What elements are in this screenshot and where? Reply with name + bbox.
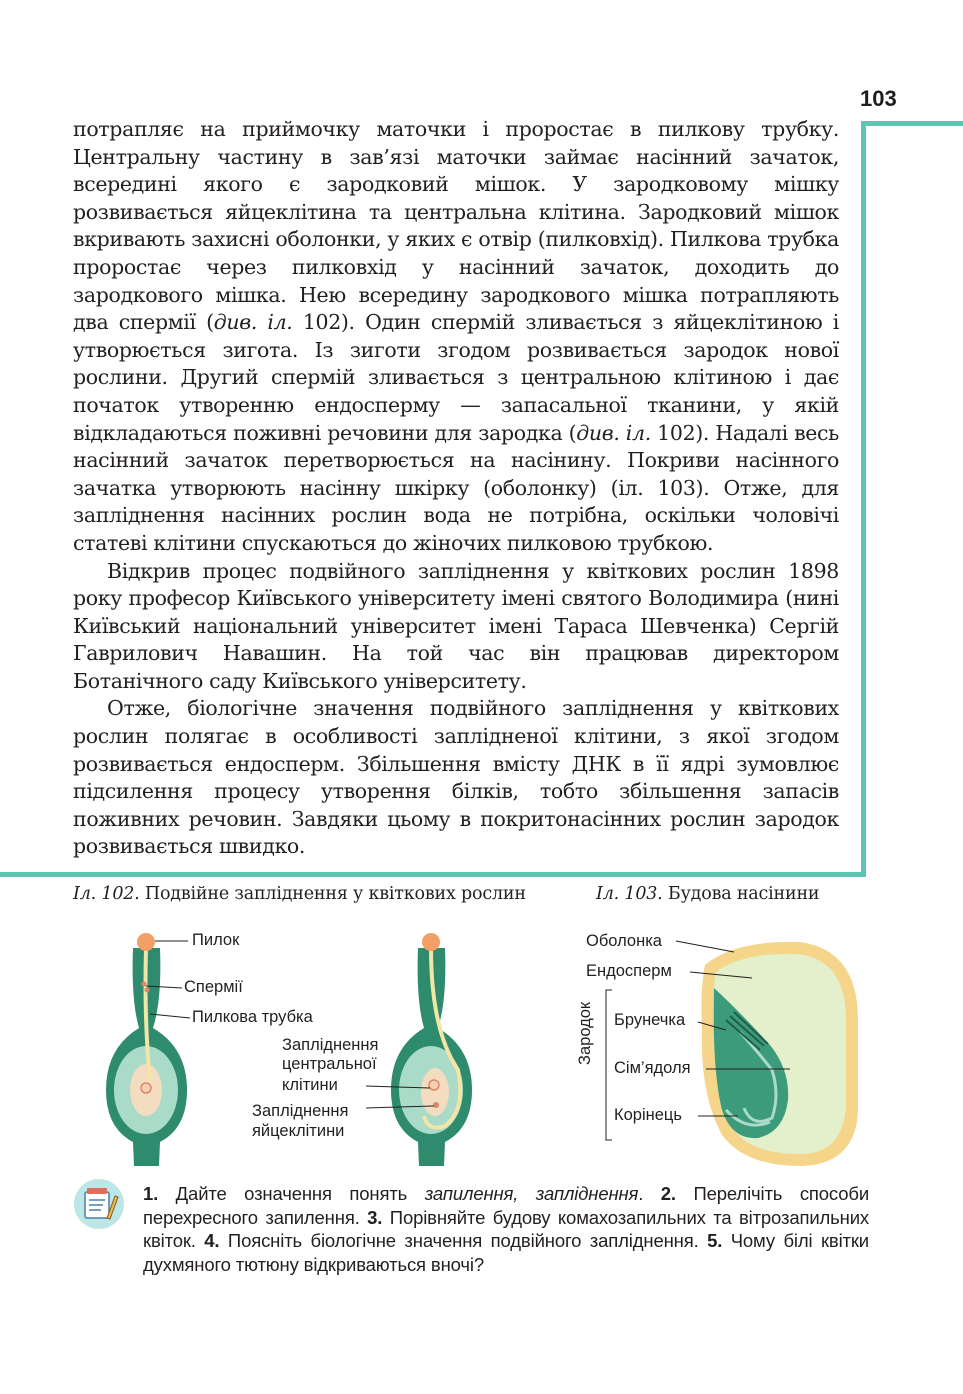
label-sperm: Спермії	[184, 978, 243, 996]
figures-area	[0, 920, 963, 1180]
label-pollen-tube: Пилкова трубка	[192, 1008, 313, 1026]
label-cotyledon: Сім’ядоля	[614, 1059, 691, 1077]
page-number: 103	[860, 86, 897, 111]
label-egg-fertilization-2: яйцеклітини	[252, 1122, 345, 1140]
paragraph-3: Отже, біологічне значення подвійного запліднення у квіткових рослин полягає в особливості заплідненої клітини, з якої згодом розвивається ендосперм. Збільшення вмісту ДНК в її ядрі зумовлює підсилення процесу утворення білків, тобто збільшення запасів поживних речовин. Завдяки цьому в покритонасінних рослин зародок розвивається швидко.	[73, 696, 839, 859]
frame-border-bottom	[0, 872, 866, 877]
paragraph-2: Відкрив процес подвійного запліднення у квіткових рослин 1898 року професор Київського університету імені святого Володимира (нині Київський національний університет імені Тараса Шевченка) Сергій Гаврилович Навашин. На той час він працював директором Ботанічного саду Київського університету.	[73, 558, 839, 693]
figure-drawings	[0, 920, 963, 1180]
questions-icon	[73, 1178, 125, 1230]
label-egg-fertilization-1: Запліднення	[252, 1102, 349, 1120]
pistil-illustration-1	[106, 933, 187, 1166]
figure-reference: див. іл.	[213, 310, 293, 335]
review-questions: 1. Дайте означення понять запилення, запліднення. 2. Перелічіть способи перехресного запилення. 3. Порівняйте будову комахозапильних та вітрозапильних квіток. 4. Поясніть біологічне значення подвійного запліднення. 5. Чому білі квітки духмяного тютюну відкриваються вночі?	[143, 1183, 870, 1275]
frame-border-top	[861, 121, 963, 126]
label-rootlet: Корінець	[614, 1106, 682, 1124]
label-central-fertilization-3: клітини	[282, 1076, 338, 1094]
figure-103-caption: Іл. 103. Будова насінини	[596, 884, 820, 904]
pistil-illustration-2	[391, 933, 472, 1166]
frame-border-right	[861, 121, 866, 877]
label-central-fertilization-2: центральної	[282, 1055, 377, 1073]
label-endosperm: Ендосперм	[586, 962, 672, 980]
label-seed-coat: Оболонка	[586, 932, 662, 950]
label-central-fertilization-1: Запліднення	[282, 1036, 379, 1054]
figure-102-caption: Іл. 102. Подвійне запліднення у квіткових рослин	[73, 884, 526, 904]
paragraph-1: потрапляє на приймочку маточки і проростає в пилкову трубку. Центральну частину в зав’язі маточки займає насінний зачаток, всередині якого є зародковий мішок. У зародковому мішку розвивається яйцеклітина та центральна клітина. Зародковий мішок вкривають захисні оболонки, у яких є отвір (пилковхід). Пилкова трубка проростає через пилковхід у насінний зачаток, доходить до зародкового мішка. Нею всередину зародкового мішка потрапляють два спермії (див. іл. 102). Один спермій зливається з яйцеклітиною і утворюється зигота. Із зиготи згодом розвивається зародок нової рослини. Другий спермій зливається з центральною клітиною і дає початок утворенню ендосперму — запасальної тканини, у якій відкладаються поживні речовини для зародка (див. іл. 102). Надалі весь насінний зачаток перетворюється на насінину. Покриви насінного зачатка утворюють насінну шкірку (оболонку) (іл. 103). Отже, для запліднення насінних рослин вода не потрібна, оскільки чоловічі статеві клітини спускаються до жіночих пилковою трубкою.	[73, 117, 839, 555]
label-pollen: Пилок	[192, 931, 240, 949]
label-bud: Брунечка	[614, 1011, 686, 1029]
main-text	[73, 116, 839, 861]
label-embryo: Зародок	[576, 1001, 594, 1065]
figure-reference: див. іл.	[576, 420, 651, 445]
